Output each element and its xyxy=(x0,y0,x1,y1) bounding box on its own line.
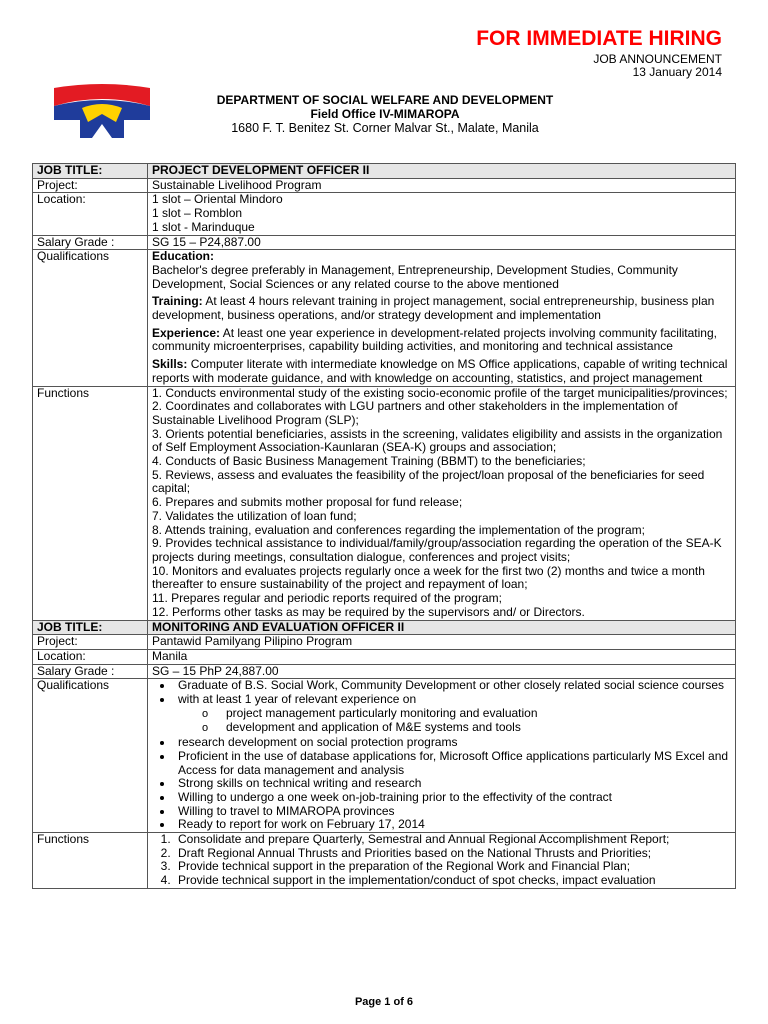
job2-project: Pantawid Pamilyang Pilipino Program xyxy=(148,635,736,650)
qualification-item: • with at least 1 year of relevant experience on o project management particularly monitoring and evaluation o development and application of M&E systems and tools xyxy=(174,693,731,736)
job1-salary-row xyxy=(33,235,736,250)
functions-label: Functions xyxy=(33,833,148,889)
experience-label: Experience: xyxy=(152,325,221,340)
skills-label: Skills: xyxy=(152,357,188,372)
job2-qualifications-row xyxy=(33,679,736,833)
function-item: 1. Conducts environmental study of the existing socio-economic profile of the target municipalities/provinces; xyxy=(152,385,728,400)
announcement-date: 13 January 2014 xyxy=(632,65,722,79)
education-label: Education: xyxy=(152,249,214,264)
office-address: 1680 F. T. Benitez St. Corner Malvar St., Malate, Manila xyxy=(231,121,539,135)
training-label: Training: xyxy=(152,294,203,309)
qualification-item: • Ready to report for work on February 17, 2014 xyxy=(174,818,731,832)
experience-subitem: o project management particularly monitoring and evaluation xyxy=(222,707,731,722)
location-label: Location: xyxy=(33,193,148,235)
job1-title: PROJECT DEVELOPMENT OFFICER II xyxy=(148,164,736,179)
qualification-item: • Willing to travel to MIMAROPA provinces xyxy=(174,805,731,819)
page-number: Page 1 of 6 xyxy=(354,996,414,1008)
qualifications-label: Qualifications xyxy=(33,679,148,833)
function-item: 2. Coordinates and collaborates with LGU partners and other stakeholders in the implementation of Sustainable Livelihood Program (SLP); xyxy=(152,399,678,427)
qualification-item: • Proficient in the use of database applications for, Microsoft Office applications particularly MS Excel and Access for data management and analysis xyxy=(174,750,731,777)
job1-title-row xyxy=(33,164,736,179)
job1-qualifications-row xyxy=(33,250,736,386)
qualification-item: • Strong skills on technical writing and research xyxy=(174,777,731,791)
function-item: 2. Draft Regional Annual Thrusts and Priorities based on the National Thrusts and Priorities; xyxy=(174,847,731,861)
job1-project-row xyxy=(33,178,736,193)
experience-text: At least one year experience in development-related projects involving community facilitating, community microenterprises, capability building activities, and monitoring and technical assistance xyxy=(152,325,717,354)
location-label: Location: xyxy=(33,649,148,664)
job2-title-row xyxy=(33,620,736,635)
announcement-block xyxy=(593,53,722,79)
function-item: 6. Prepares and submits mother proposal for fund release; xyxy=(152,495,463,510)
job1-location-item: 1 slot - Marinduque xyxy=(152,219,255,234)
job1-location-row xyxy=(33,193,736,235)
salary-label: Salary Grade : xyxy=(33,235,148,250)
dswd-logo xyxy=(52,84,152,140)
job-title-label: JOB TITLE: xyxy=(33,620,148,635)
function-item: 9. Provides technical assistance to individual/family/group/association regarding the operation of the SEA-K projects during meetings, consultation dialogue, conferences and project visits; xyxy=(152,536,722,564)
field-office: Field Office IV-MIMAROPA xyxy=(310,107,460,121)
job2-functions-row xyxy=(33,833,736,889)
job1-locations xyxy=(148,193,736,235)
education-text: Bachelor's degree preferably in Management, Entrepreneurship, Development Studies, Community Development, Social Sciences or any related course to the above mentioned xyxy=(152,262,678,291)
project-label: Project: xyxy=(33,635,148,650)
job2-location: Manila xyxy=(148,649,736,664)
job1-location-item: 1 slot – Oriental Mindoro xyxy=(152,192,283,207)
job1-functions xyxy=(148,386,736,620)
function-item: 1. Consolidate and prepare Quarterly, Semestral and Annual Regional Accomplishment Report; xyxy=(174,833,731,847)
functions-label: Functions xyxy=(33,386,148,620)
function-item: 8. Attends training, evaluation and conferences regarding the implementation of the program; xyxy=(152,522,645,537)
function-item: 3. Orients potential beneficiaries, assists in the screening, validates eligibility and assists in the organization of Self Employment Association-Kaunlaran (SEA-K) groups and association; xyxy=(152,426,723,455)
job2-qualifications xyxy=(148,679,736,833)
job2-title: MONITORING AND EVALUATION OFFICER II xyxy=(148,620,736,635)
hiring-headline: FOR IMMEDIATE HIRING xyxy=(476,27,722,50)
job2-location-row xyxy=(33,649,736,664)
training-text: At least 4 hours relevant training in project management, social entrepreneurship, business plan development, business operations, and/or strategy development and implementation xyxy=(152,294,715,323)
function-item: 5. Reviews, assess and evaluates the feasibility of the project/loan proposal of the beneficiaries for seed capital; xyxy=(152,467,705,496)
job-table xyxy=(32,163,736,889)
job2-functions xyxy=(148,833,736,889)
qualification-item: • research development on social protection programs xyxy=(174,736,731,750)
job2-salary-row xyxy=(33,664,736,679)
announcement-label: JOB ANNOUNCEMENT xyxy=(593,52,722,66)
job1-salary: SG 15 – P24,887.00 xyxy=(148,235,736,250)
function-item: 10. Monitors and evaluates projects regularly once a week for the first two (2) months and twice a month thereafter to ensure sustainability of the project and repayment of loan; xyxy=(152,563,705,592)
job1-functions-row xyxy=(33,386,736,620)
job1-qualifications xyxy=(148,250,736,386)
function-item: 3. Provide technical support in the preparation of the Regional Work and Financial Plan; xyxy=(174,860,731,874)
job1-project: Sustainable Livelihood Program xyxy=(148,178,736,193)
job1-location-item: 1 slot – Romblon xyxy=(152,206,243,221)
salary-label: Salary Grade : xyxy=(33,664,148,679)
department-name: DEPARTMENT OF SOCIAL WELFARE AND DEVELOPMENT xyxy=(216,93,554,107)
skills-text: Computer literate with intermediate knowledge on MS Office applications, capable of writing technical reports with moderate guidance, and with knowledge on accounting, statistics, and project management xyxy=(152,357,728,385)
job2-project-row xyxy=(33,635,736,650)
function-item: 12. Performs other tasks as may be required by the supervisors and/ or Directors. xyxy=(152,604,585,619)
job-title-label: JOB TITLE: xyxy=(33,164,148,179)
project-label: Project: xyxy=(33,178,148,193)
function-item: 7. Validates the utilization of loan fund; xyxy=(152,508,357,523)
experience-subitem: o development and application of M&E systems and tools xyxy=(222,721,731,736)
qualifications-label: Qualifications xyxy=(33,250,148,386)
function-item: 4. Conducts of Basic Business Management Training (BBMT) to the beneficiaries; xyxy=(152,454,586,469)
function-item: 4. Provide technical support in the implementation/conduct of spot checks, impact evaluation xyxy=(174,874,731,888)
function-item: 11. Prepares regular and periodic reports required of the program; xyxy=(152,591,502,606)
qualification-item: • Willing to undergo a one week on-job-training prior to the effectivity of the contract xyxy=(174,791,731,805)
job2-salary: SG – 15 PhP 24,887.00 xyxy=(148,664,736,679)
qualification-item: • Graduate of B.S. Social Work, Community Development or other closely related social science courses xyxy=(174,679,731,693)
